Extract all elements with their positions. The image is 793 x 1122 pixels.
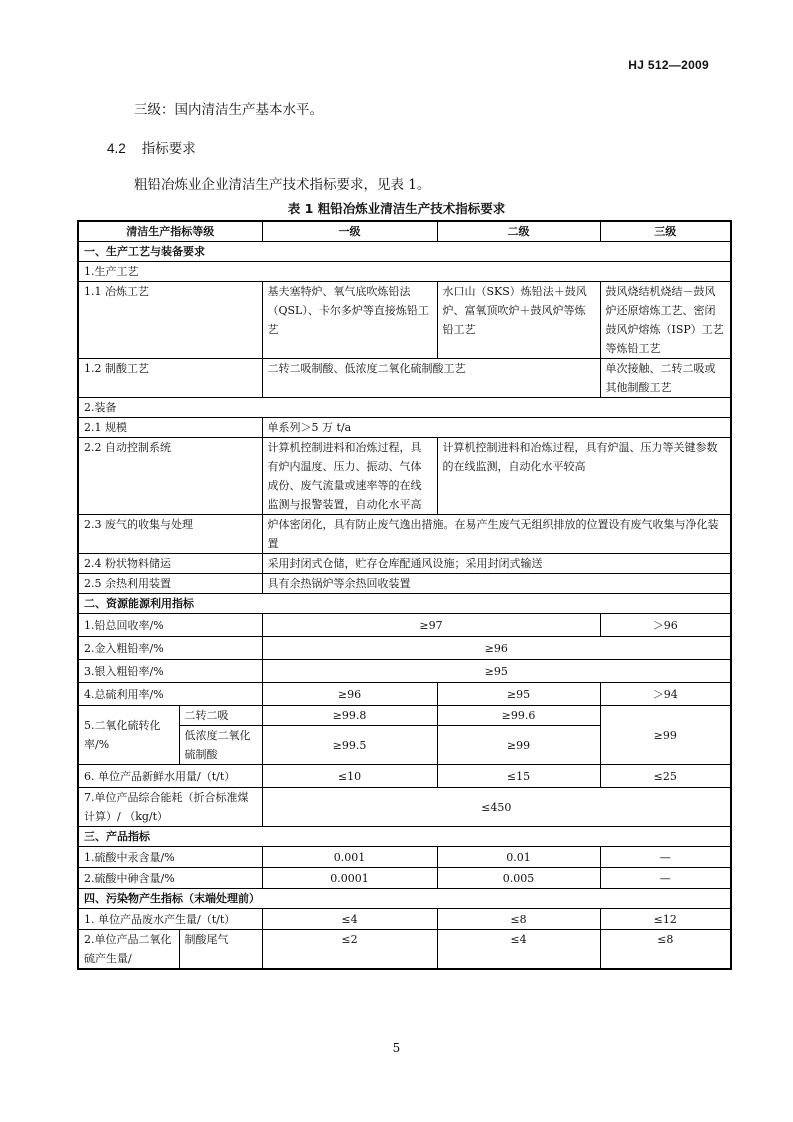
cell-level-1: ≤4: [262, 909, 437, 930]
table-row: [78, 683, 731, 706]
cell-level-3: 单次接触、二转二吸或其他制酸工艺: [600, 359, 731, 398]
body-paragraph: 粗铅冶炼业企业清洁生产技术指标要求，见表 1。: [134, 177, 431, 193]
table-row: [78, 614, 731, 637]
cell-level-1-2: ≥97: [262, 614, 600, 637]
table-header-row: [78, 221, 731, 242]
cell-level-2: ≤15: [437, 765, 600, 788]
cell-level-2: ≥95: [437, 683, 600, 706]
cell-all-levels: ≥95: [262, 660, 731, 683]
level3-text: 三级：国内清洁生产基本水平。: [134, 102, 323, 118]
page-number: 5: [392, 1041, 401, 1055]
sub-label: 低浓度二氧化硫制酸: [179, 726, 262, 765]
row-label: 1.2 制酸工艺: [78, 359, 262, 398]
cell-level-1: 0.001: [262, 847, 437, 868]
row-label: 2.3 废气的收集与处理: [78, 515, 262, 554]
group-row: [78, 242, 731, 262]
cell-level-2: ≥99.6: [437, 706, 600, 726]
row-label: 2.单位产品二氧化硫产生量/: [78, 930, 179, 970]
cell-level-1: ≥96: [262, 683, 437, 706]
cell-all-levels: 采用封闭式仓储，贮存仓库配通风设施；采用封闭式输送: [262, 554, 731, 574]
section-number: 4.2: [107, 141, 126, 156]
row-label: 2.1 规模: [78, 418, 262, 438]
group-row: [78, 889, 731, 909]
cell-level-3: 鼓风烧结机烧结－鼓风炉还原熔炼工艺、密闭鼓风炉熔炼（ISP）工艺等炼铅工艺: [600, 282, 731, 359]
table-row: [78, 637, 731, 660]
cell-level-1: 基夫塞特炉、氧气底吹炼铅法（QSL）、卡尔多炉等直接炼铅工艺: [262, 282, 437, 359]
row-label: 1.1 冶炼工艺: [78, 282, 262, 359]
section-title: 指标要求: [141, 141, 196, 157]
header-level-3: 三级: [600, 221, 731, 242]
table-row: [78, 909, 731, 930]
group-row: [78, 594, 731, 614]
cell-level-3: ＞96: [600, 614, 731, 637]
sub-label: 制酸尾气: [179, 930, 262, 970]
subsection-row: [78, 398, 731, 418]
table-caption: 表 1 粗铅冶炼业清洁生产技术指标要求: [287, 201, 506, 216]
group-title: 一、生产工艺与装备要求: [78, 242, 731, 262]
table-row: [78, 574, 731, 594]
subsection-title: 2.装备: [78, 398, 731, 418]
table-row: [78, 706, 731, 726]
cell-all-levels: ≥96: [262, 637, 731, 660]
cell-all-levels: ≤450: [262, 788, 731, 827]
cell-all-levels: 炉体密闭化，具有防止废气逸出措施。在易产生废气无组织排放的位置设有废气收集与净化装置: [262, 515, 731, 554]
table-row: [78, 438, 731, 515]
row-label: 2.5 余热利用装置: [78, 574, 262, 594]
section-heading: [107, 137, 196, 157]
cell-level-2: 0.01: [437, 847, 600, 868]
header-level-2: 二级: [437, 221, 600, 242]
row-label: 2.硫酸中砷含量/%: [78, 868, 262, 889]
row-label: 1.硫酸中汞含量/%: [78, 847, 262, 868]
sub-label: 二转二吸: [179, 706, 262, 726]
header-indicator: 清洁生产指标等级: [78, 221, 262, 242]
subsection-row: [78, 262, 731, 282]
row-label: 2.金入粗铅率/%: [78, 637, 262, 660]
cell-level-3: —: [600, 847, 731, 868]
row-label: 6. 单位产品新鲜水用量/（t/t）: [78, 765, 262, 788]
row-label: 1.铅总回收率/%: [78, 614, 262, 637]
row-label: 2.2 自动控制系统: [78, 438, 262, 515]
cell-level-2: ≥99: [437, 726, 600, 765]
table-row: [78, 788, 731, 827]
table-row: [78, 847, 731, 868]
cell-level-1: ≥99.5: [262, 726, 437, 765]
row-label: 2.4 粉状物料储运: [78, 554, 262, 574]
cell-level-3: ≤12: [600, 909, 731, 930]
header-level-1: 一级: [262, 221, 437, 242]
row-label: 4.总硫利用率/%: [78, 683, 262, 706]
indicator-table: [77, 220, 732, 970]
cell-level-3: ≤25: [600, 765, 731, 788]
row-label: 5.二氧化硫转化率/%: [78, 706, 179, 765]
cell-level-3: ≤8: [600, 930, 731, 970]
cell-level-1-2: 二转二吸制酸、低浓度二氧化硫制酸工艺: [262, 359, 600, 398]
table-row: [78, 515, 731, 554]
cell-all-levels: 单系列＞5 万 t/a: [262, 418, 731, 438]
table-row: [78, 359, 731, 398]
table-row: [78, 418, 731, 438]
cell-level-3: ＞94: [600, 683, 731, 706]
group-row: [78, 827, 731, 847]
cell-level-1: ≥99.8: [262, 706, 437, 726]
cell-level-1: 计算机控制进料和冶炼过程，具有炉内温度、压力、振动、气体成份、废气流量或速率等的在线监测与报警装置，自动化水平高: [262, 438, 437, 515]
group-title: 二、资源能源利用指标: [78, 594, 731, 614]
group-title: 四、污染物产生指标（末端处理前）: [78, 889, 731, 909]
cell-level-2-3: 计算机控制进料和冶炼过程，具有炉温、压力等关键参数的在线监测，自动化水平较高: [437, 438, 731, 515]
cell-level-3: ≥99: [600, 706, 731, 765]
cell-level-3: —: [600, 868, 731, 889]
cell-all-levels: 具有余热锅炉等余热回收装置: [262, 574, 731, 594]
row-label: 7.单位产品综合能耗（折合标准煤计算）/ （kg/t）: [78, 788, 262, 827]
table-row: [78, 554, 731, 574]
row-label: 1. 单位产品废水产生量/（t/t）: [78, 909, 262, 930]
cell-level-2: ≤8: [437, 909, 600, 930]
cell-level-2: 水口山（SKS）炼铅法＋鼓风炉、富氧顶吹炉＋鼓风炉等炼铅工艺: [437, 282, 600, 359]
cell-level-1: 0.0001: [262, 868, 437, 889]
document-code: HJ 512—2009: [628, 58, 709, 72]
row-label: 3.银入粗铅率/%: [78, 660, 262, 683]
cell-level-2: ≤4: [437, 930, 600, 970]
cell-level-1: ≤2: [262, 930, 437, 970]
table-row: [78, 660, 731, 683]
subsection-title: 1.生产工艺: [78, 262, 731, 282]
table-row: [78, 282, 731, 359]
group-title: 三、产品指标: [78, 827, 731, 847]
cell-level-1: ≤10: [262, 765, 437, 788]
table-row: [78, 930, 731, 970]
table-row: [78, 765, 731, 788]
table-row: [78, 868, 731, 889]
cell-level-2: 0.005: [437, 868, 600, 889]
